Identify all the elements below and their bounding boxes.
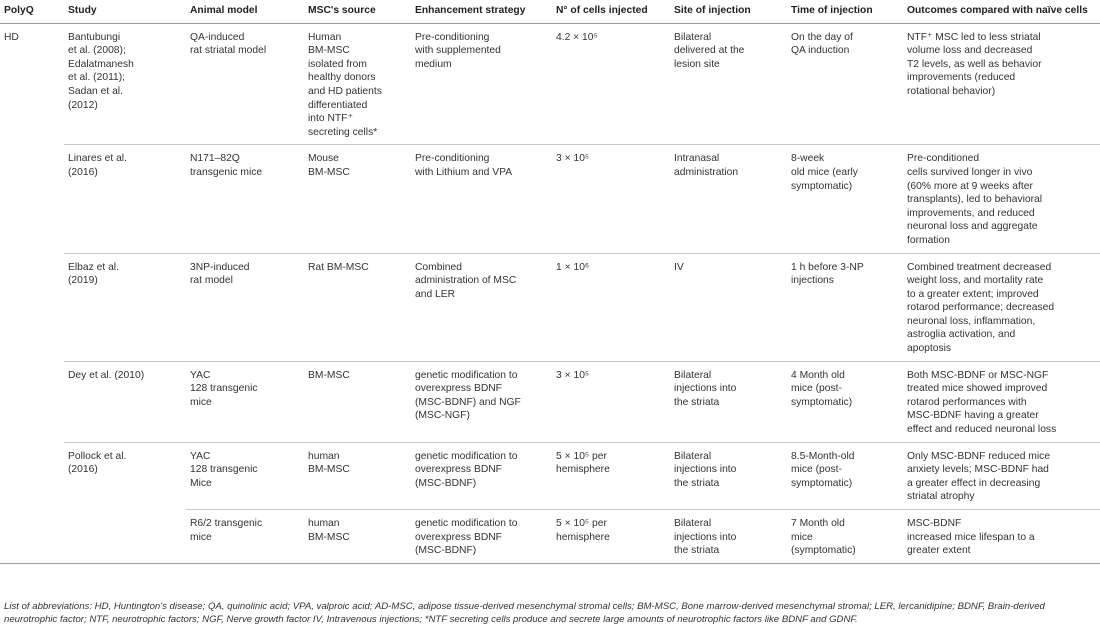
outcome-cell: Both MSC-BDNF or MSC-NGF treated mice showed improved rotarod performances with MSC-BDNF having a greater effect and reduced neuronal loss (903, 361, 1100, 442)
header-study: Study (64, 0, 186, 23)
table-row (0, 361, 1100, 442)
study-cell: Elbaz et al. (2019) (64, 253, 186, 361)
polyq-cell: HD (4, 31, 19, 43)
table-row (0, 145, 1100, 253)
header-cells-injected: N° of cells injected (552, 0, 670, 23)
site-cell: Bilateral injections into the striata (670, 361, 787, 442)
study-cell: Linares et al. (2016) (64, 145, 186, 253)
animal-model-cell: N171–82Q transgenic mice (186, 145, 304, 253)
time-cell: On the day of QA induction (787, 23, 903, 145)
header-polyq: PolyQ (0, 0, 64, 23)
msc-source-cell: human BM-MSC (304, 510, 411, 564)
strategy-cell: genetic modification to overexpress BDNF (MSC-BDNF) and NGF (MSC-NGF) (411, 361, 552, 442)
site-cell: Bilateral delivered at the lesion site (670, 23, 787, 145)
site-cell: Bilateral injections into the striata (670, 510, 787, 564)
header-msc-source: MSC's source (304, 0, 411, 23)
cells-injected-cell: 3 × 10⁵ (552, 145, 670, 253)
msc-source-cell: human BM-MSC (304, 442, 411, 509)
study-cell: Pollock et al. (2016) (68, 450, 127, 476)
strategy-cell: genetic modification to overexpress BDNF (MSC-BDNF) (411, 442, 552, 509)
cells-injected-cell: 4.2 × 10⁵ (552, 23, 670, 145)
header-row (0, 0, 1100, 23)
outcome-cell: Combined treatment decreased weight loss, and mortality rate to a greater extent; improved rotarod performance; decreased neuronal loss, inflammation, astroglia activation, and apoptosis (903, 253, 1100, 361)
time-cell: 8.5-Month-old mice (post- symptomatic) (787, 442, 903, 509)
msc-source-cell: Mouse BM-MSC (304, 145, 411, 253)
polyq-cell-empty (0, 253, 64, 361)
polyq-cell-empty (0, 442, 64, 509)
time-cell: 7 Month old mice (symptomatic) (787, 510, 903, 564)
header-animal-model: Animal model (186, 0, 304, 23)
outcome-cell: MSC-BDNF increased mice lifespan to a greater extent (903, 510, 1100, 564)
study-cell: Bantubungi et al. (2008); Edalatmanesh et al. (2011); Sadan et al. (2012) (64, 23, 186, 145)
study-cell: Dey et al. (2010) (64, 361, 186, 442)
cells-injected-cell: 5 × 10⁵ per hemisphere (552, 510, 670, 564)
header-enhancement-strategy: Enhancement strategy (411, 0, 552, 23)
table-row (0, 442, 1100, 509)
cells-injected-cell: 5 × 10⁵ per hemisphere (552, 442, 670, 509)
cells-injected-cell: 3 × 10⁵ (552, 361, 670, 442)
animal-model-cell: 3NP-induced rat model (186, 253, 304, 361)
strategy-cell: Pre-conditioning with supplemented medium (411, 23, 552, 145)
cells-injected-cell: 1 × 10⁶ (552, 253, 670, 361)
table-row (0, 510, 1100, 564)
polyq-cell-empty (0, 510, 64, 564)
table-row (0, 253, 1100, 361)
time-cell: 8-week old mice (early symptomatic) (787, 145, 903, 253)
animal-model-cell: QA-induced rat striatal model (186, 23, 304, 145)
site-cell: IV (670, 253, 787, 361)
outcome-cell: NTF⁺ MSC led to less striatal volume loss and decreased T2 levels, as well as behavior improvements (reduced rotational behavior) (903, 23, 1100, 145)
header-time-of-injection: Time of injection (787, 0, 903, 23)
msc-source-cell: BM-MSC (304, 361, 411, 442)
site-cell: Bilateral injections into the striata (670, 442, 787, 509)
header-site-of-injection: Site of injection (670, 0, 787, 23)
msc-source-cell: Human BM-MSC isolated from healthy donors and HD patients differentiated into NTF⁺ secreting cells* (304, 23, 411, 145)
animal-model-cell: YAC 128 transgenic Mice (186, 442, 304, 509)
animal-model-cell: YAC 128 transgenic mice (186, 361, 304, 442)
time-cell: 1 h before 3-NP injections (787, 253, 903, 361)
polyq-cell-empty (0, 145, 64, 253)
table-row (0, 23, 1100, 145)
strategy-cell: Pre-conditioning with Lithium and VPA (411, 145, 552, 253)
study-cell (64, 510, 186, 564)
header-outcomes: Outcomes compared with naïve cells (903, 0, 1100, 23)
msc-source-cell: Rat BM-MSC (304, 253, 411, 361)
outcome-cell: Pre-conditioned cells survived longer in vivo (60% more at 9 weeks after transplants), led to behavioral improvements, and reduced neuronal loss and aggregate formation (903, 145, 1100, 253)
abbreviations-footnote: List of abbreviations: HD, Huntington's disease; QA, quinolinic acid; VPA, valproic acid; AD-MSC, adipose tissue-derived mesenchymal stromal cells; BM-MSC, Bone marrow-derived mesenchymal stromal; LER, lercanidipine; BDNF, Brain-derived neurotrophic factor; NTF, neurotrophic factors; NGF, Nerve growth factor IV, Intravenous injections; *NTF secreting cells produce and secrete large amounts of neurotrophic factors like BDNF and GDNF. (4, 601, 1045, 625)
animal-model-cell: R6/2 transgenic mice (186, 510, 304, 564)
site-cell: Intranasal administration (670, 145, 787, 253)
strategy-cell: genetic modification to overexpress BDNF (MSC-BDNF) (411, 510, 552, 564)
polyq-cell-empty (0, 361, 64, 442)
outcome-cell: Only MSC-BDNF reduced mice anxiety levels; MSC-BDNF had a greater effect in decreasing striatal atrophy (903, 442, 1100, 509)
strategy-cell: Combined administration of MSC and LER (411, 253, 552, 361)
time-cell: 4 Month old mice (post- symptomatic) (787, 361, 903, 442)
